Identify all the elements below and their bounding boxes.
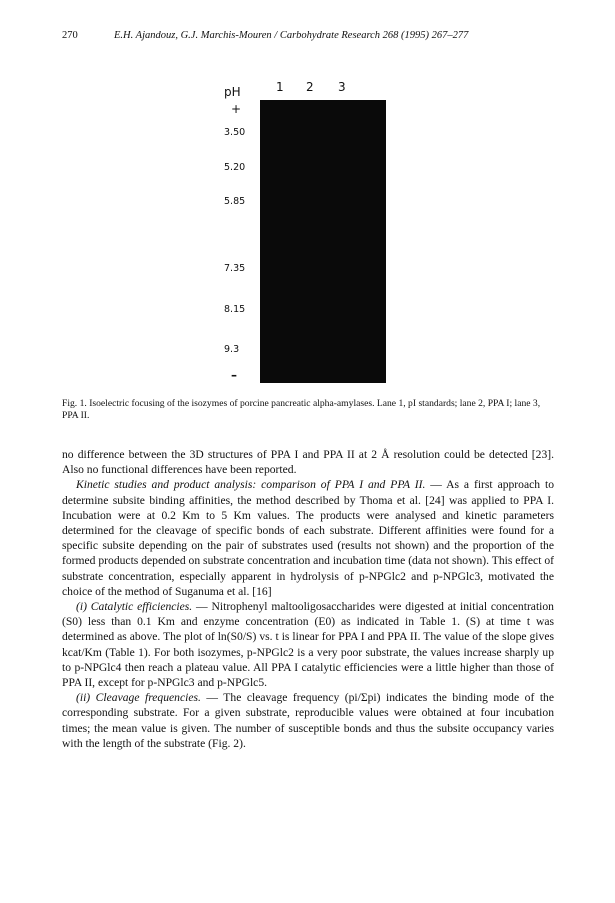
- paragraph: no difference between the 3D structures of PPA I and PPA II at 2 Å resolution could be detected [23]. Also no functional differences have been reported.: [62, 448, 554, 477]
- paragraph: [62, 599, 554, 690]
- anode-plus-sign: +: [231, 102, 242, 116]
- ph-marker: 8.15: [224, 304, 246, 315]
- ph-axis-label: pH: [224, 85, 241, 99]
- ph-marker: 7.35: [224, 263, 246, 274]
- running-head: E.H. Ajandouz, G.J. Marchis-Mouren / Carbohydrate Research 268 (1995) 267–277: [114, 30, 469, 41]
- ph-marker: 3.50: [224, 127, 246, 138]
- figure-caption: Fig. 1. Isoelectric focusing of the isozymes of porcine pancreatic alpha-amylases. Lane 1, pI standards; lane 2, PPA I; lane 3, PPA II.: [62, 398, 541, 421]
- lane-label-2: 2: [306, 80, 314, 94]
- cathode-minus-sign: –: [231, 368, 237, 382]
- paragraph-text: — The cleavage frequency (pi/Σpi) indicates the binding mode of the corresponding substrate. For a given substrate, reproducible values were obtained at four incubation times; the mean value is given. The number of susceptible bonds and thus the subsite occupancy varies with the length of the substrate (Fig. 2).: [62, 691, 554, 750]
- ph-marker: 9.3: [224, 344, 240, 355]
- paragraph-text: — Nitrophenyl maltooligosaccharides were digested at initial concentration (S0) less than 0.1 Km and enzyme concentration (E0) as indicated in Table 1. (S) at time t was determined as above. The plot of ln(S0/S) vs. t is linear for PPA I and PPA II. The value of the slope gives kcat/Km (Table 1). For both isozymes, p-NPGlc2 is a very poor substrate, the values increase sharply up to p-NPGlc4 then reach a plateau value. All PPA I catalytic efficiencies were a little higher than those of PPA II, except for p-NPGlc3 and p-NPGlc5.: [62, 600, 554, 690]
- section-heading: Kinetic studies and product analysis: comparison of PPA I and PPA II.: [76, 478, 426, 492]
- body-text: [62, 447, 554, 751]
- gel-image: [260, 100, 386, 383]
- paragraph-text: — As a first approach to determine subsite binding affinities, the method described by Thoma et al. [24] was applied to PPA I. Incubation were at 0.2 Km to 5 Km values. The products were analysed and kinetic parameters determined for the cleavage of specific bonds of each substrate. Different affinities were found for a specific subsite depending on the pair of substrates used (results not shown) and the proportion of the formed products depended on substrate concentration and incubation time (data not shown). This effect of substrate concentration, especially apparent in hydrolysis of p-NPGlc2 and p-NPGlc3, motivated the choice of the method of Suganuma et al. [16]: [62, 478, 554, 598]
- lane-label-1: 1: [276, 80, 284, 94]
- ph-marker: 5.20: [224, 162, 246, 173]
- page-number: 270: [62, 30, 78, 41]
- section-heading: (ii) Cleavage frequencies.: [76, 691, 201, 705]
- paragraph: [62, 690, 554, 751]
- paragraph: [62, 477, 554, 599]
- gel-figure: [224, 80, 394, 390]
- lane-label-3: 3: [338, 80, 346, 94]
- section-heading: (i) Catalytic efficiencies.: [76, 600, 193, 614]
- ph-marker: 5.85: [224, 196, 246, 207]
